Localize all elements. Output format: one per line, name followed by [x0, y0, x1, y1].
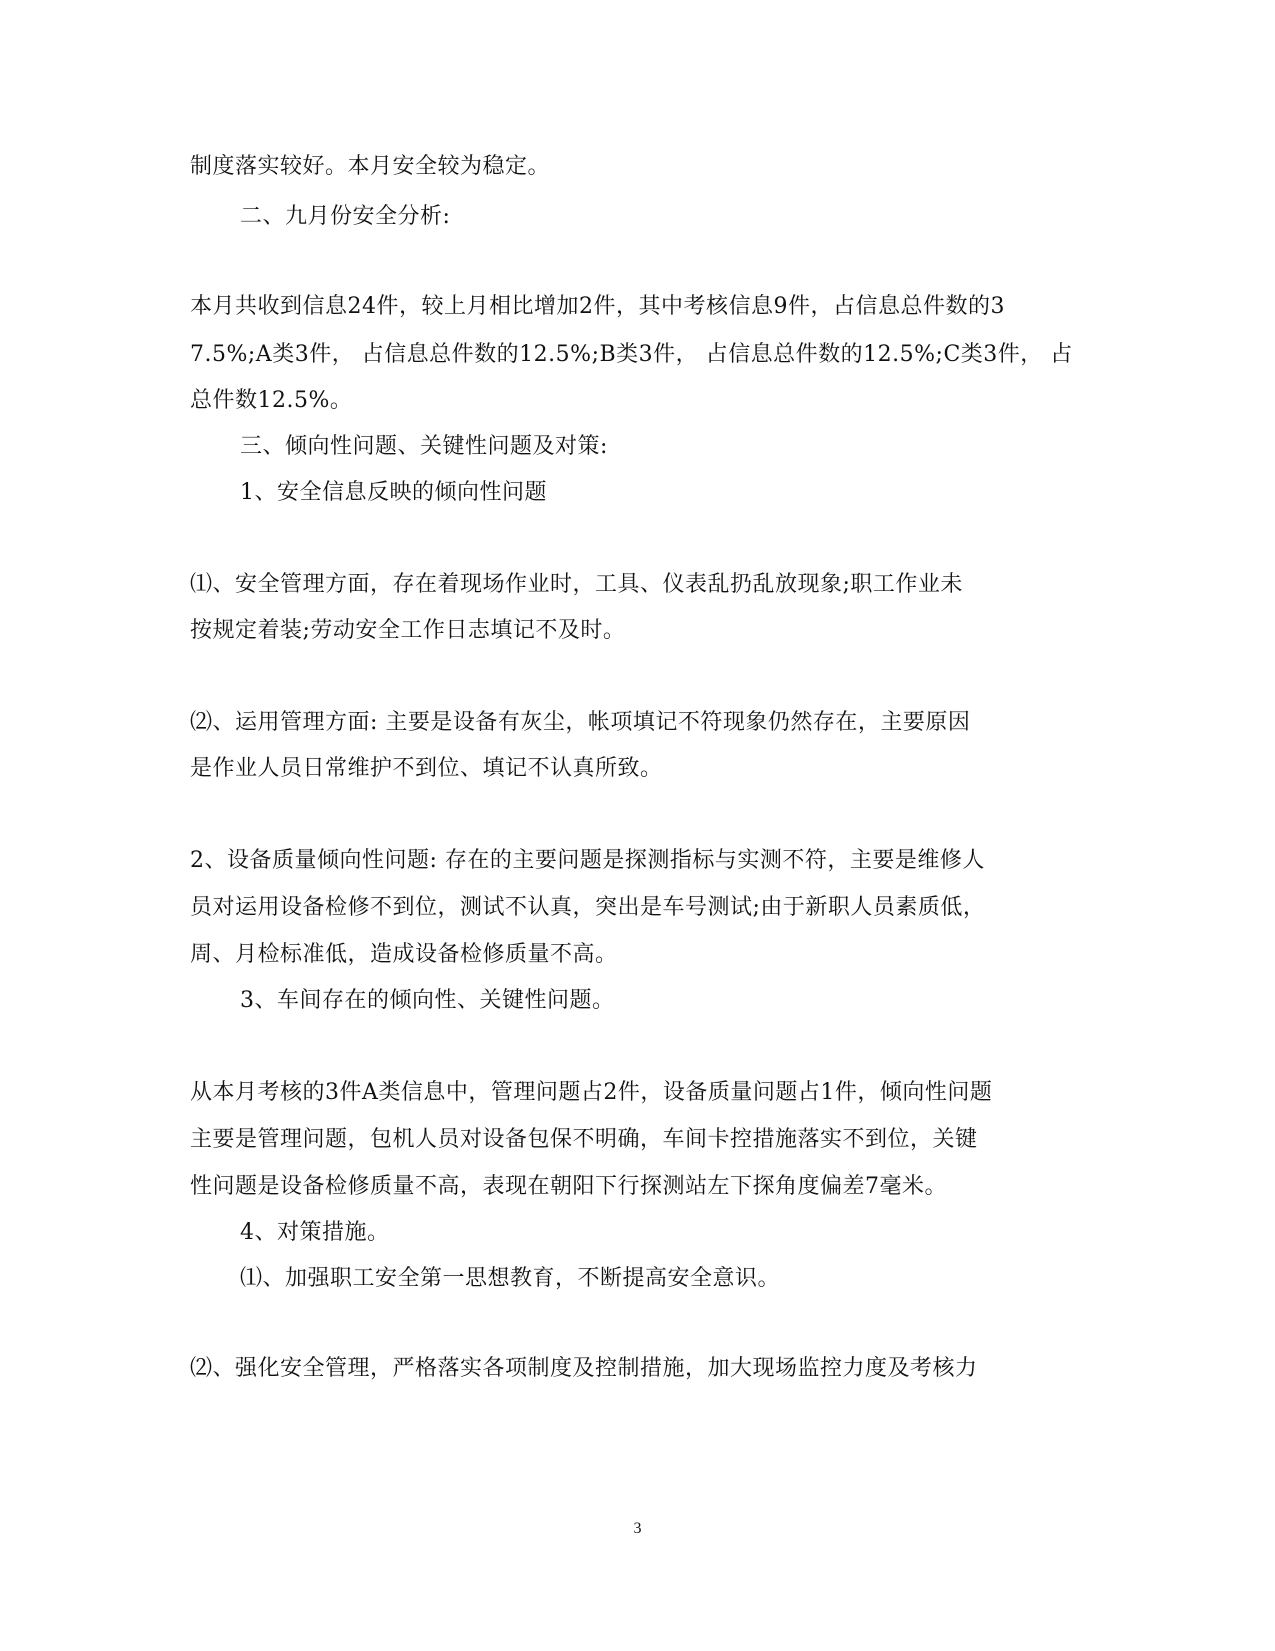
- text-line: 周、月检标准低，造成设备检修质量不高。: [190, 942, 618, 967]
- text-line: ⑴、加强职工安全第一思想教育，不断提高安全意识。: [240, 1266, 781, 1291]
- text-line: 本月共收到信息24件，较上月相比增加2件，其中考核信息9件，占信息总件数的3: [190, 294, 1005, 319]
- text-line: 7.5%;A类3件， 占信息总件数的12.5%;B类3件， 占信息总件数的12.5%;C类3件， 占: [190, 342, 1073, 367]
- text-line: 从本月考核的3件A类信息中，管理问题占2件，设备质量问题占1件，倾向性问题: [190, 1080, 993, 1105]
- subsection-heading: 4、对策措施。: [240, 1220, 390, 1245]
- subsection-heading: 1、安全信息反映的倾向性问题: [240, 480, 547, 505]
- section-heading: 三、倾向性问题、关键性问题及对策:: [240, 434, 608, 459]
- page-number: 3: [633, 1520, 642, 1537]
- text-line: 是作业人员日常维护不到位、填记不认真所致。: [190, 756, 663, 781]
- text-line: 主要是管理问题，包机人员对设备包保不明确，车间卡控措施落实不到位，关键: [190, 1127, 978, 1152]
- text-line: 员对运用设备检修不到位，测试不认真，突出是车号测试;由于新职人员素质低，: [190, 895, 986, 920]
- text-line: 性问题是设备检修质量不高，表现在朝阳下行探测站左下探角度偏差7毫米。: [190, 1174, 947, 1199]
- subsection-heading: 3、车间存在的倾向性、关键性问题。: [240, 988, 615, 1013]
- text-line: ⑴、安全管理方面，存在着现场作业时，工具、仪表乱扔乱放现象;职工作业未: [190, 572, 963, 597]
- text-line: 2、设备质量倾向性问题: 存在的主要问题是探测指标与实测不符，主要是维修人: [190, 848, 985, 873]
- text-line: ⑵、运用管理方面: 主要是设备有灰尘，帐项填记不符现象仍然存在，主要原因: [190, 710, 971, 735]
- text-line: 按规定着装;劳动安全工作日志填记不及时。: [190, 618, 626, 643]
- section-heading: 二、九月份安全分析:: [240, 204, 451, 229]
- text-line: 总件数12.5%。: [190, 388, 353, 413]
- text-line: ⑵、强化安全管理，严格落实各项制度及控制措施，加大现场监控力度及考核力: [190, 1356, 978, 1381]
- text-line: 制度落实较好。本月安全较为稳定。: [190, 154, 551, 179]
